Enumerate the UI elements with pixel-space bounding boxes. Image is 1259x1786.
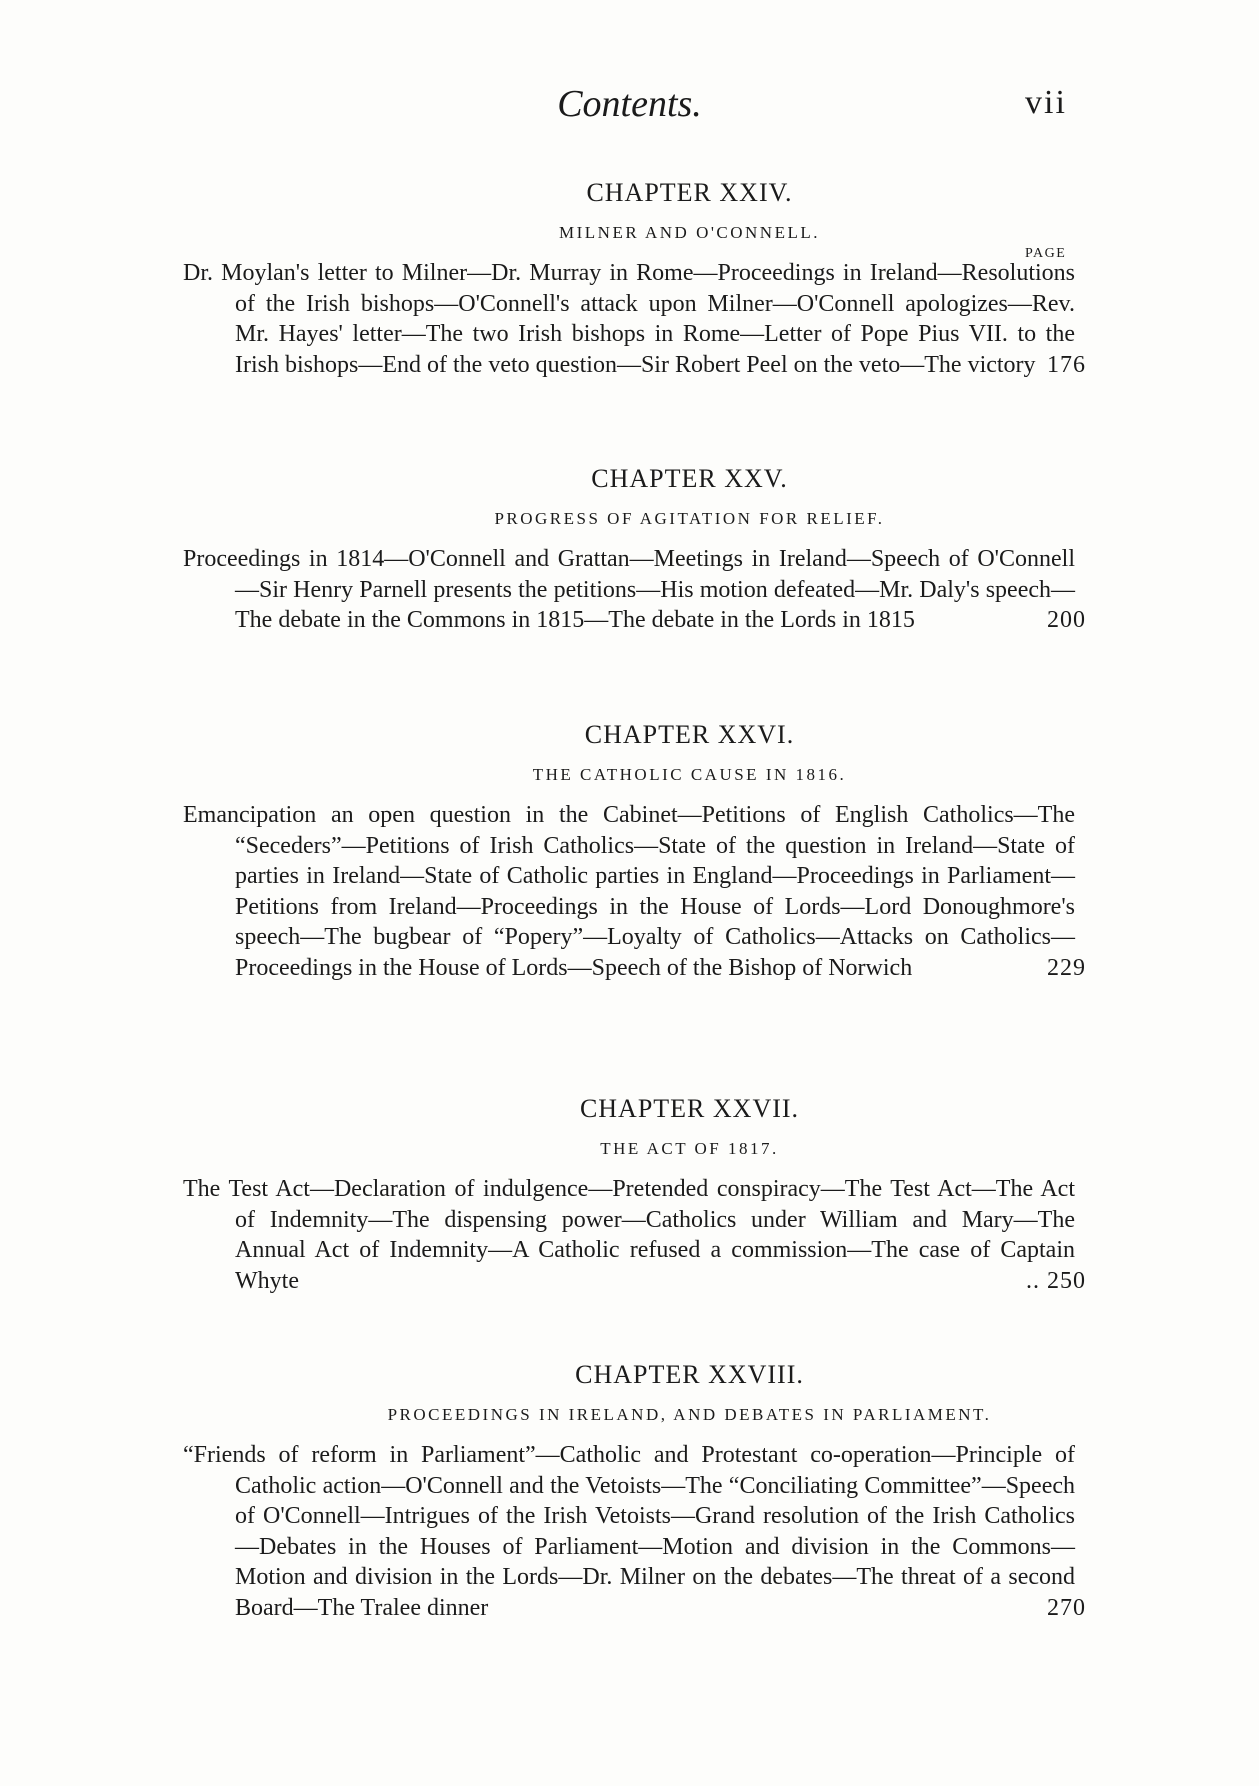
chapter-summary-block (183, 1174, 1086, 1296)
chapter-title: CHAPTER XXVII. (579, 1094, 800, 1123)
chapter-subtitle: PROGRESS OF AGITATION FOR RELIEF. (494, 509, 885, 528)
page-title: Contents. (557, 83, 702, 125)
chapter-page-number: 270 (1047, 1594, 1086, 1621)
chapter-title: CHAPTER XXVIII. (575, 1360, 804, 1389)
chapter-title: CHAPTER XXVI. (584, 720, 795, 749)
chapter-summary: Dr. Moylan's letter to Milner—Dr. Murray in Rome—Proceedings in Ireland—Resolutions of the Irish bishops—O'Connell's attack upon Milner—O'Connell apologizes—Rev. Mr. Hayes' letter—The two Irish bishops in Rome—Letter of Pope Pius VII. to the Irish bishops—End of the veto question—Sir Robert Peel on the veto—The victory (183, 260, 1075, 378)
page-column-label: PAGE (1025, 246, 1067, 261)
chapter-subtitle: THE ACT OF 1817. (600, 1139, 779, 1158)
chapter-entry (0, 1092, 1259, 1296)
chapter-entry (0, 718, 1259, 983)
chapter-summary: Proceedings in 1814—O'Connell and Grattan—Meetings in Ireland—Speech of O'Connell—Sir Henry Parnell presents the petitions—His motion defeated—Mr. Daly's speech—The debate in the Commons in 1815—The debate in the Lords in 1815 (183, 546, 1075, 633)
chapter-summary-block (183, 1440, 1086, 1623)
chapter-summary: The Test Act—Declaration of indulgence—Pretended conspiracy—The Test Act—The Act of Indemnity—The dispensing power—Catholics under William and Mary—The Annual Act of Indemnity—A Catholic refused a commission—The case of Captain Whyte (183, 1176, 1075, 1294)
page-number: vii (1025, 84, 1067, 121)
chapter-entry (0, 1358, 1259, 1623)
chapter-page-number: 200 (1047, 607, 1086, 633)
chapter-title: CHAPTER XXIV. (586, 178, 793, 207)
chapter-summary-block (183, 800, 1086, 983)
chapter-page-number: 176 (1047, 351, 1086, 378)
chapter-subtitle: PROCEEDINGS IN IRELAND, AND DEBATES IN PARLIAMENT. (387, 1405, 992, 1424)
chapter-entry (0, 176, 1259, 380)
chapter-summary: Emancipation an open question in the Cabinet—Petitions of English Catholics—The “Seceders”—Petitions of Irish Catholics—State of the question in Ireland—State of parties in Ireland—State of Catholic parties in England—Proceedings in Parliament—Petitions from Ireland—Proceedings in the House of Lords—Lord Donoughmore's speech—The bugbear of “Popery”—Loyalty of Catholics—Attacks on Catholics—Proceedings in the House of Lords—Speech of the Bishop of Norwich (183, 802, 1075, 981)
running-head (0, 82, 1259, 132)
chapter-subtitle: MILNER AND O'CONNELL. (559, 223, 820, 242)
chapter-page-number: 229 (1047, 954, 1086, 981)
chapter-page-number: .. 250 (1026, 1267, 1086, 1294)
chapter-summary: “Friends of reform in Parliament”—Catholic and Protestant co-operation—Principle of Catholic action—O'Connell and the Vetoists—The “Conciliating Committee”—Speech of O'Connell—Intrigues of the Irish Vetoists—Grand resolution of the Irish Catholics—Debates in the Houses of Parliament—Motion and division in the Commons—Motion and division in the Lords—Dr. Milner on the debates—The threat of a second Board—The Tralee dinner (183, 1442, 1075, 1621)
chapter-summary-block (183, 544, 1086, 636)
chapter-subtitle: THE CATHOLIC CAUSE IN 1816. (532, 765, 847, 784)
chapter-entry (0, 462, 1259, 636)
chapter-title: CHAPTER XXV. (591, 464, 788, 493)
chapter-summary-block (183, 258, 1086, 380)
